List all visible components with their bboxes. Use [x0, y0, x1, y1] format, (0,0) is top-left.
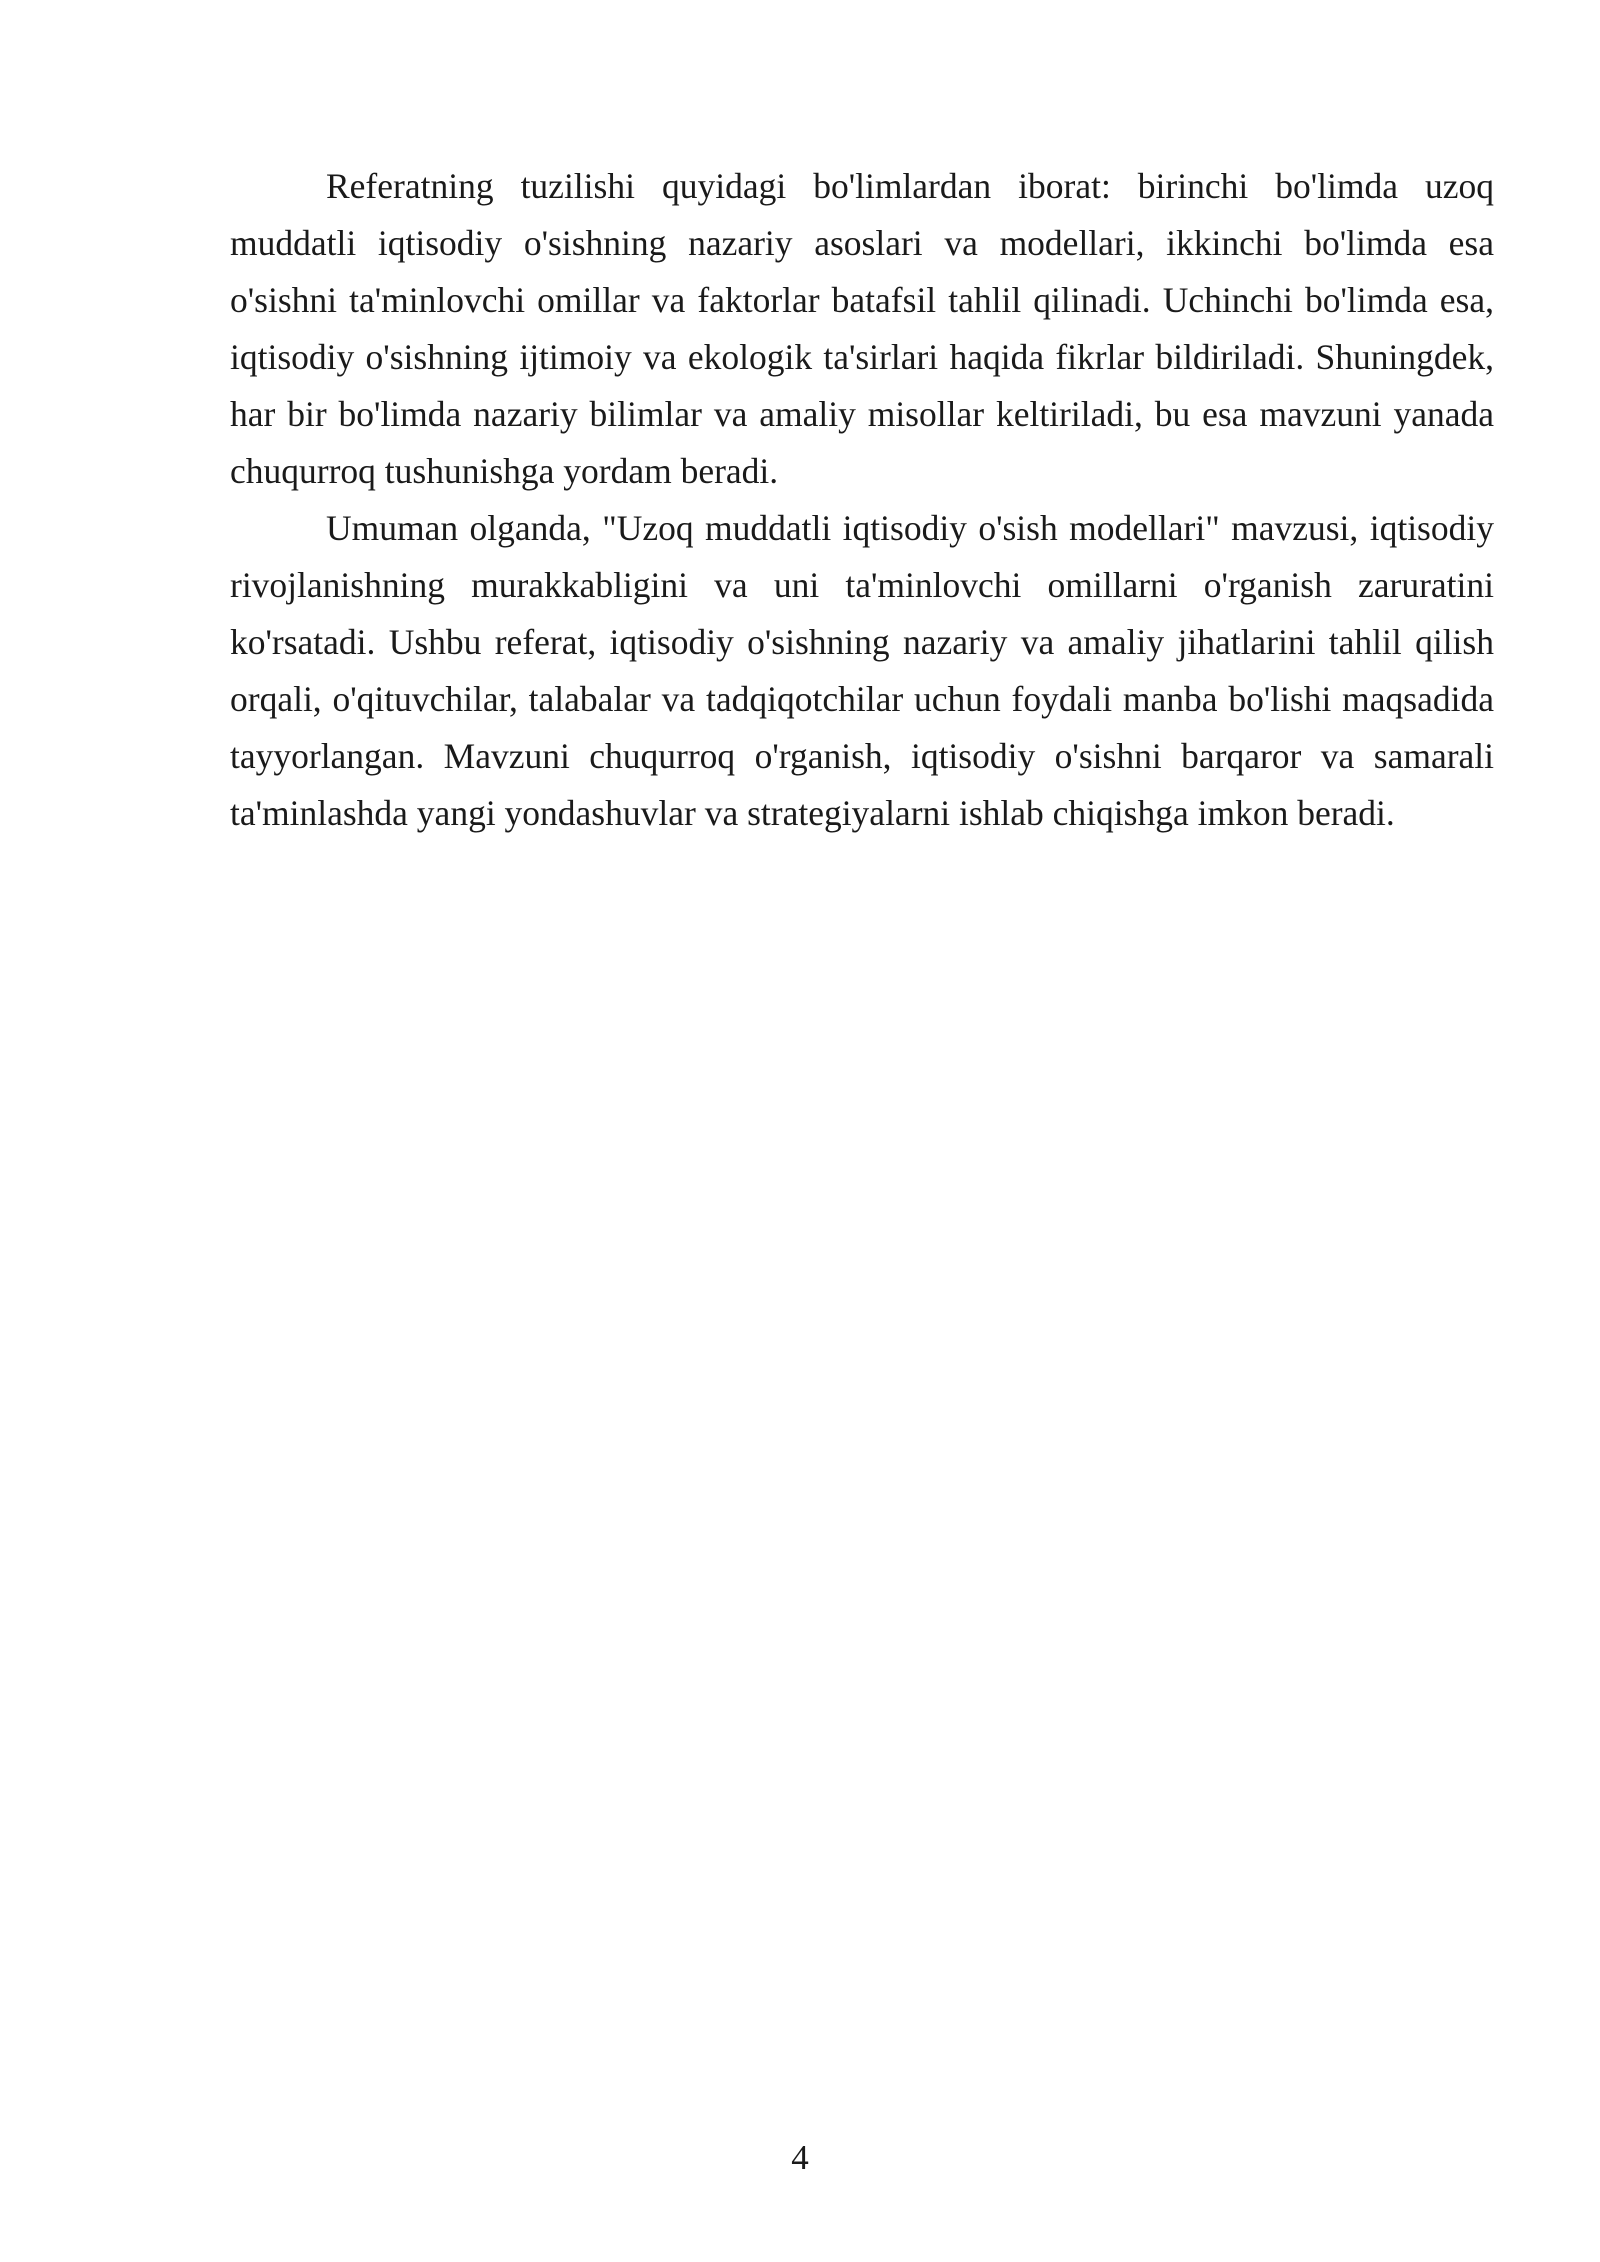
body-text — [230, 158, 1494, 842]
paragraph-conclusion-summary: Umuman olganda, "Uzoq muddatli iqtisodiy o'sish modellari" mavzusi, iqtisodiy rivojlanishning murakkabligini va uni ta'minlovchi omillarni o'rganish zaruratini ko'rsatadi. Ushbu referat, iqtisodiy o'sishning nazariy va amaliy jihatlarini tahlil qilish orqali, o'qituvchilar, talabalar va tadqiqotchilar uchun foydali manba bo'lishi maqsadida tayyorlangan. Mavzuni chuqurroq o'rganish, iqtisodiy o'sishni barqaror va samarali ta'minlashda yangi yondashuvlar va strategiyalarni ishlab chiqishga imkon beradi. — [230, 508, 1494, 833]
paragraph-structure-overview: Referatning tuzilishi quyidagi bo'limlardan iborat: birinchi bo'limda uzoq muddatli iqtisodiy o'sishning nazariy asoslari va modellari, ikkinchi bo'limda esa o'sishni ta'minlovchi omillar va faktorlar batafsil tahlil qilinadi. Uchinchi bo'limda esa, iqtisodiy o'sishning ijtimoiy va ekologik ta'sirlari haqida fikrlar bildiriladi. Shuningdek, har bir bo'limda nazariy bilimlar va amaliy misollar keltiriladi, bu esa mavzuni yanada chuqurroq tushunishga yordam beradi. — [230, 166, 1494, 491]
page-number: 4 — [791, 2138, 809, 2177]
